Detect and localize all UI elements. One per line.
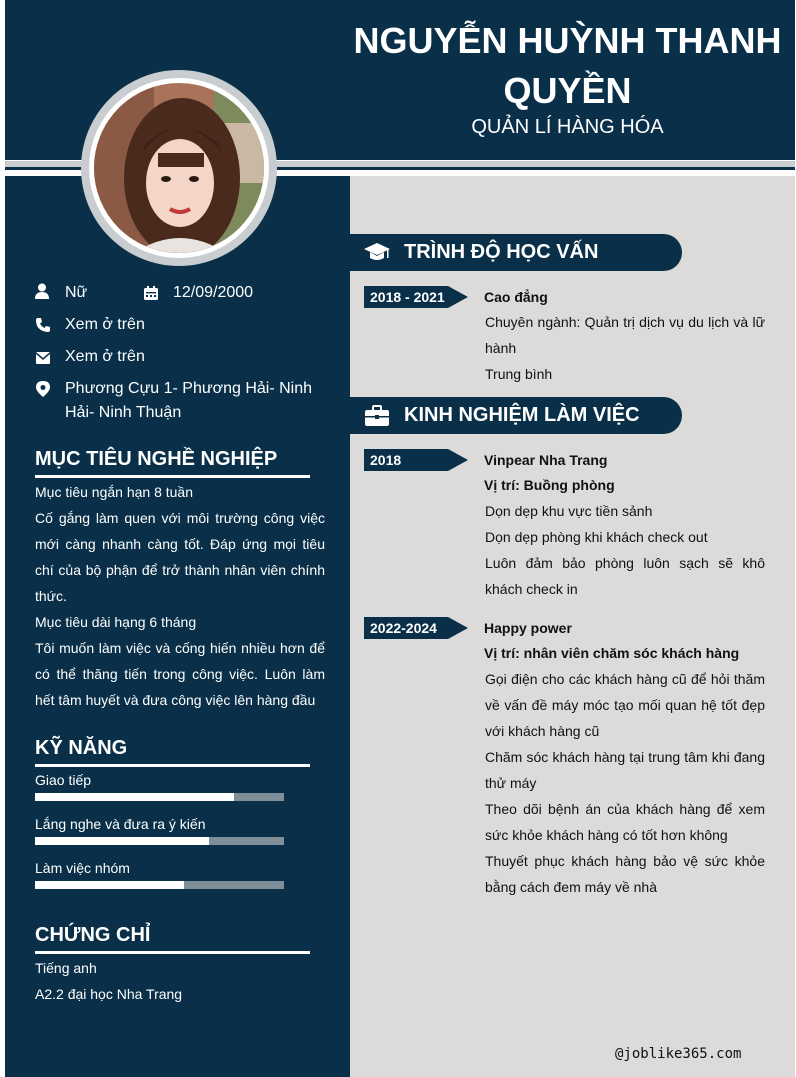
job-date-tag: 2018 [364,449,448,471]
objective-short-text: Cố gắng làm quen với môi trường công việc mới càng nhanh càng tốt. Đáp ứng mọi tiêu chí của bộ phận để trở thành nhân viên chính thức. [35,510,325,604]
skill-bar-fill [35,881,184,889]
skill-bar [35,793,284,801]
objective-rule [35,475,310,478]
certificate-item: Tiếng anh [35,960,97,976]
objective-long-text: Tôi muốn làm việc và cống hiến nhiều hơn để có thể thăng tiến trong công việc. Luôn làm hết tâm huyết và đưa công việc lên hàng đầu [35,640,325,708]
email-value: Xem ở trên [65,348,145,365]
job-date-tag: 2022-2024 [364,617,448,639]
job-position: Vị trí: nhân viên chăm sóc khách hàng [484,645,740,661]
education-school: Cao đẳng [484,289,548,305]
certificate-item: A2.2 đại học Nha Trang [35,986,183,1002]
profile-photo [94,83,264,253]
education-date-tag: 2018 - 2021 [364,286,448,308]
job-task: Luôn đảm bảo phòng luôn sạch sẽ khô khách check in [485,555,765,597]
job-title: QUẢN LÍ HÀNG HÓA [471,116,664,138]
job-task: Dọn dẹp khu vực tiền sảnh [485,503,653,519]
job-task: Chăm sóc khách hàng tại trung tâm khi đang thử máy [485,749,765,791]
cv-page [5,0,795,1077]
education-grade: Trung bình [485,366,553,382]
skill-label: Làm việc nhóm [35,860,130,876]
watermark: @joblike365.com [615,1046,742,1062]
job-task: Gọi điện cho các khách hàng cũ để hỏi thăm về vấn đề máy móc tạo mối quan hệ tốt đẹp với khách hàng cũ [485,671,765,739]
briefcase-icon [364,404,390,428]
graduation-cap-icon [364,241,390,265]
education-major: Chuyên ngành: Quản trị dịch vụ du lịch và lữ hành [485,314,765,356]
job-position: Vị trí: Buồng phòng [484,477,615,493]
skill-bar-fill [35,793,234,801]
job-company: Vinpear Nha Trang [484,452,608,468]
envelope-icon [35,350,51,366]
skill-bar [35,837,284,845]
phone-icon [35,317,51,333]
education-heading: TRÌNH ĐỘ HỌC VẤN [404,241,599,263]
experience-header [350,397,682,434]
skill-label: Giao tiếp [35,772,92,788]
job-task: Dọn dẹp phòng khi khách check out [485,529,708,545]
phone-value: Xem ở trên [65,316,145,333]
job-task: Theo dõi bệnh án của khách hàng để xem sức khỏe khách hàng có tốt hơn không [485,801,765,843]
skill-bar-fill [35,837,209,845]
skill-label: Lắng nghe và đưa ra ý kiến [35,816,206,832]
birthday-value: 12/09/2000 [173,284,254,301]
education-header [350,234,682,271]
job-company: Happy power [484,620,572,636]
certificates-heading: CHỨNG CHỈ [35,924,151,946]
experience-heading: KINH NGHIỆM LÀM VIỆC [404,404,640,426]
job-task: Thuyết phục khách hàng bảo vệ sức khỏe bằng cách đem máy về nhà [485,853,765,895]
objective-long-label: Mục tiêu dài hạng 6 tháng [35,614,197,630]
skill-bar [35,881,284,889]
candidate-name: NGUYỄN HUỲNH THANH QUYỀN [353,20,782,111]
avatar [81,70,277,266]
map-pin-icon [35,381,51,397]
user-icon [34,283,50,299]
objective-short-label: Mục tiêu ngắn hạn 8 tuần [35,484,194,500]
certificates-rule [35,951,310,954]
portrait-image [94,83,264,253]
address-value: Phương Cựu 1- Phương Hải- Ninh Hải- Ninh Thuận [65,380,312,421]
skills-rule [35,764,310,767]
gender-value: Nữ [65,284,88,301]
skills-heading: KỸ NĂNG [35,737,128,759]
calendar-icon [143,285,159,301]
objective-heading: MỤC TIÊU NGHỀ NGHIỆP [35,448,278,470]
